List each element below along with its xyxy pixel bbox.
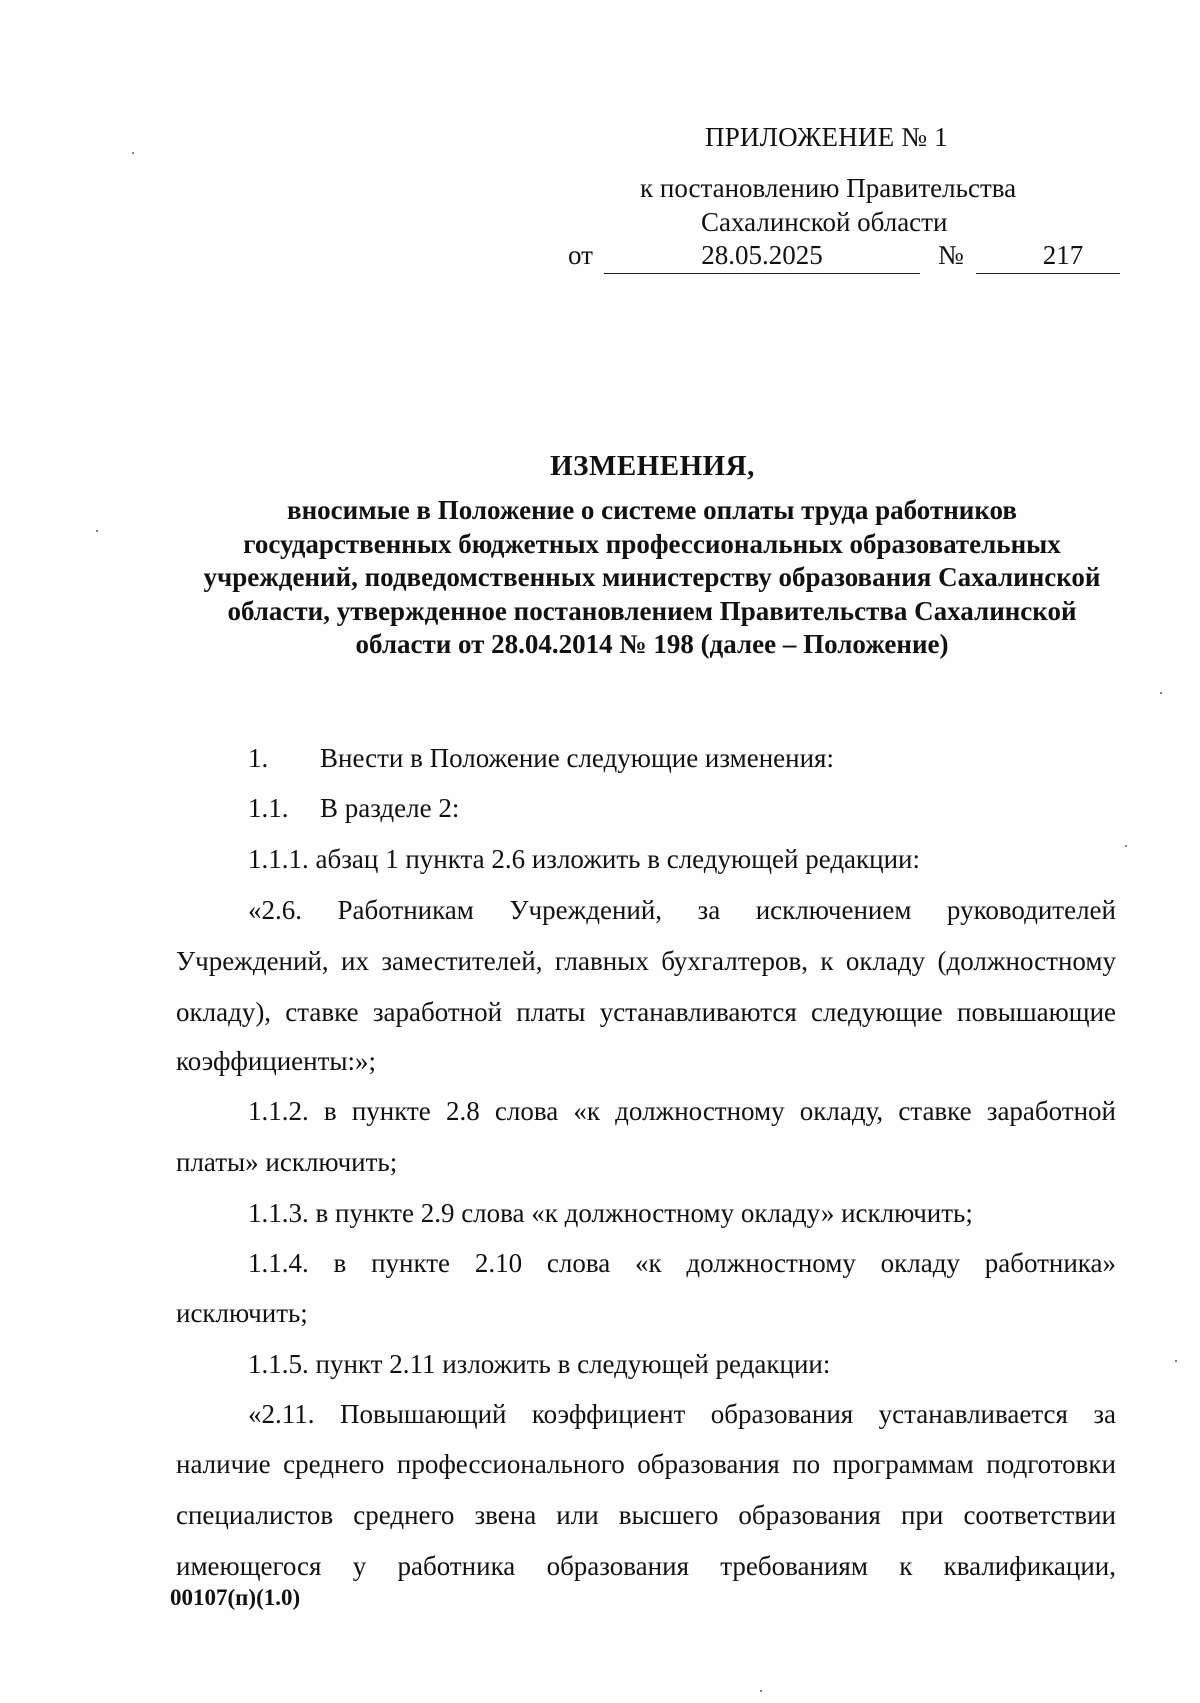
quote-2-11-line4: имеющегося у работника образования требованиям к квалификации, [176,1551,1116,1581]
quote-2-6-line2: Учреждений, их заместителей, главных бухгалтеров, к окладу (должностному [176,946,1116,976]
quote-2-11-line3: специалистов среднего звена или высшего образования при соответствии [176,1500,1116,1530]
clause-number: 1.1. [248,793,289,823]
quote-2-6-line4: коэффициенты:»; [176,1046,377,1076]
quote-2-6-line3: окладу), ставке заработной платы устанавливаются следующие повышающие [176,997,1116,1027]
document-heading: ИЗМЕНЕНИЯ, [550,450,755,482]
clause-1-1-5: 1.1.5. пункт 2.11 изложить в следующей редакции: [248,1349,831,1379]
clause-1-1-2-line2: платы» исключить; [176,1147,398,1177]
number-label: № [938,240,964,270]
clause-1-1-4-line2: исключить; [176,1298,308,1328]
scan-speck [760,1690,762,1692]
scan-speck [1125,845,1127,847]
decree-number: 217 [1042,240,1084,270]
subtitle-line: области, утвержденное постановлением Правительства Сахалинской [227,595,1077,626]
quote-2-6-line1: «2.6. Работникам Учреждений, за исключением руководителей [248,895,1116,925]
quote-2-11-line2: наличие среднего профессионального образования по программам подготовки [176,1449,1116,1479]
subtitle-line: вносимые в Положение о системе оплаты труда работников [287,495,1017,525]
document-subtitle [172,494,1132,662]
appendix-title: ПРИЛОЖЕНИЕ № 1 [705,122,948,152]
appendix-reference-line2: Сахалинской области [701,207,948,237]
clause-number: 1. [248,743,269,773]
scan-speck [132,152,134,154]
appendix-reference-line1: к постановлению Правительства [640,173,1017,203]
clause-1-1 [248,793,459,824]
subtitle-line: учреждений, подведомственных министерству образования Сахалинской [203,562,1101,592]
from-label: от [568,240,593,270]
clause-1-1-3: 1.1.3. в пункте 2.9 слова «к должностному окладу» исключить; [248,1198,973,1228]
document-form-code: 00107(п)(1.0) [170,1585,301,1610]
clause-text: В разделе 2: [320,793,460,823]
decree-date-number-row [568,240,1120,274]
scan-speck [96,530,98,532]
quote-2-11-line1: «2.11. Повышающий коэффициент образования устанавливается за [248,1399,1116,1429]
decree-number-field [976,240,1120,274]
clause-1-1-1: 1.1.1. абзац 1 пункта 2.6 изложить в следующей редакции: [248,844,921,874]
clause-1-1-4-line1: 1.1.4. в пункте 2.10 слова «к должностному окладу работника» [248,1248,1116,1278]
scan-speck [1175,1360,1177,1362]
clause-1 [248,743,834,774]
clause-text: Внести в Положение следующие изменения: [320,743,834,773]
decree-date: 28.05.2025 [604,240,920,274]
scan-speck [1160,692,1162,694]
clause-1-1-2-line1: 1.1.2. в пункте 2.8 слова «к должностному окладу, ставке заработной [248,1096,1116,1126]
subtitle-line: государственных бюджетных профессиональных образовательных [243,528,1061,559]
subtitle-line: области от 28.04.2014 № 198 (далее – Положение) [355,629,949,659]
